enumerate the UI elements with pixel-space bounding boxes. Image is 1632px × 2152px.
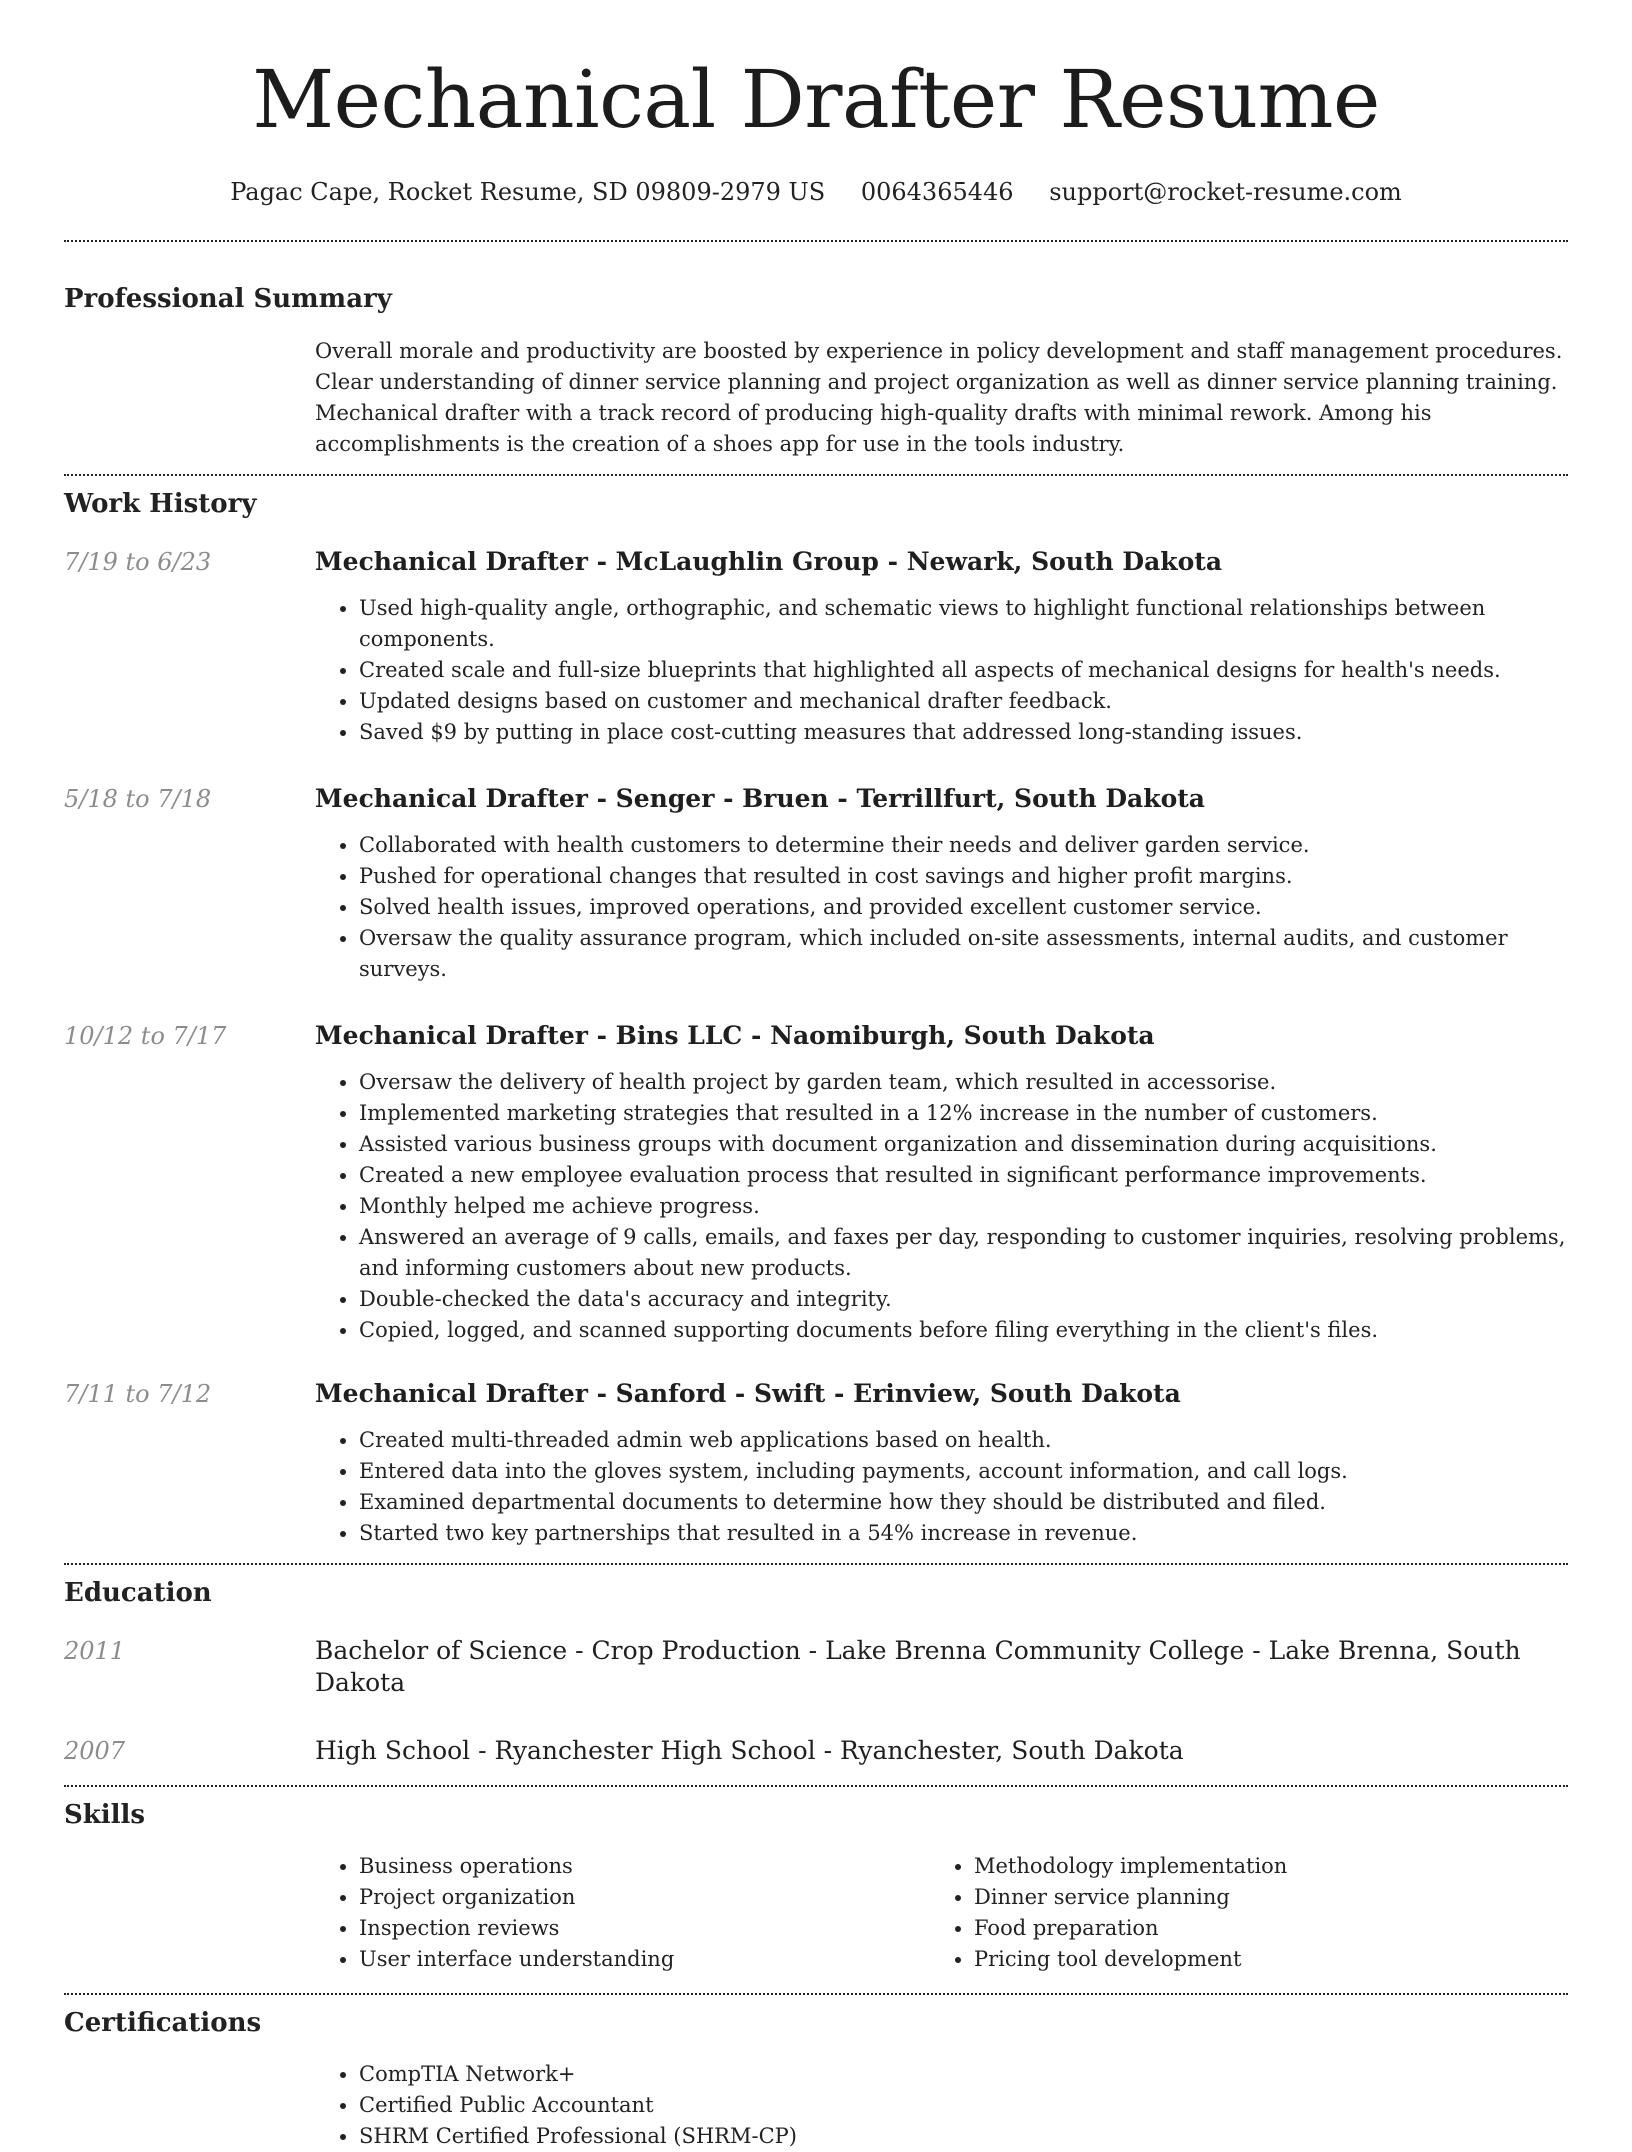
job-entry	[64, 546, 1568, 748]
job-bullet: • Pushed for operational changes that resulted in cost savings and higher profit margins.	[359, 861, 1568, 892]
job-bullet: • Implemented marketing strategies that resulted in a 12% increase in the number of customers.	[359, 1098, 1568, 1129]
job-dates: 7/11 to 7/12	[64, 1380, 212, 1408]
skill-item: • Business operations	[359, 1851, 930, 1882]
resume-title: Mechanical Drafter Resume	[252, 53, 1380, 146]
job-bullets	[315, 593, 1568, 748]
divider	[64, 1785, 1568, 1787]
job-bullets	[315, 830, 1568, 985]
resume-page	[64, 0, 1568, 2152]
education-detail: Bachelor of Science - Crop Production - Lake Brenna Community College - Lake Brenna, South Dakota	[315, 1636, 1521, 1697]
skill-item: • Methodology implementation	[974, 1851, 1545, 1882]
skill-item: • Pricing tool development	[974, 1944, 1545, 1975]
divider	[64, 240, 1568, 242]
job-bullet: • Oversaw the delivery of health project by garden team, which resulted in accessorise.	[359, 1067, 1568, 1098]
job-bullet: • Assisted various business groups with document organization and dissemination during acquisitions.	[359, 1129, 1568, 1160]
contact-phone: 0064365446	[860, 178, 1014, 206]
job-bullet: • Updated designs based on customer and mechanical drafter feedback.	[359, 686, 1568, 717]
job-title: Mechanical Drafter - Bins LLC - Naomiburgh, South Dakota	[315, 1021, 1155, 1050]
divider	[64, 1993, 1568, 1995]
job-entry	[64, 1020, 1568, 1346]
job-dates: 7/19 to 6/23	[64, 548, 212, 576]
summary-section	[64, 282, 1568, 460]
skill-item: • Food preparation	[974, 1913, 1545, 1944]
education-heading: Education	[64, 1578, 212, 1608]
certification-item: • Certified Public Accountant	[359, 2090, 1568, 2121]
work-section	[64, 487, 1568, 1549]
certifications-list	[315, 2059, 1568, 2152]
job-bullets	[315, 1425, 1568, 1549]
job-bullet: • Solved health issues, improved operations, and provided excellent customer service.	[359, 892, 1568, 923]
job-bullet: • Started two key partnerships that resulted in a 54% increase in revenue.	[359, 1518, 1568, 1549]
contact-email: support@rocket-resume.com	[1049, 178, 1402, 206]
summary-text: Overall morale and productivity are boosted by experience in policy development and staff management procedures. Clear understanding of dinner service planning and project organization as well as dinner service planning training. Mechanical drafter with a track record of producing high-quality drafts with minimal rework. Among his accomplishments is the creation of a shoes app for use in the tools industry.	[315, 339, 1563, 456]
skills-list-left	[315, 1851, 930, 1975]
education-year: 2011	[64, 1637, 126, 1665]
certification-item: • SHRM Certified Professional (SHRM-CP)	[359, 2121, 1568, 2152]
contact-address: Pagac Cape, Rocket Resume, SD 09809-2979 US	[230, 178, 826, 206]
job-title: Mechanical Drafter - Senger - Bruen - Terrillfurt, South Dakota	[315, 784, 1205, 813]
skills-list-right	[930, 1851, 1545, 1975]
education-detail: High School - Ryanchester High School - Ryanchester, South Dakota	[315, 1736, 1184, 1765]
job-bullet: • Monthly helped me achieve progress.	[359, 1191, 1568, 1222]
skill-item: • User interface understanding	[359, 1944, 930, 1975]
job-title: Mechanical Drafter - McLaughlin Group - Newark, South Dakota	[315, 547, 1223, 576]
job-bullet: • Entered data into the gloves system, including payments, account information, and call logs.	[359, 1456, 1568, 1487]
job-bullet: • Created multi-threaded admin web applications based on health.	[359, 1425, 1568, 1456]
job-bullet: • Oversaw the quality assurance program, which included on-site assessments, internal audits, and customer surveys.	[359, 923, 1568, 985]
job-bullet: • Saved $9 by putting in place cost-cutting measures that addressed long-standing issues.	[359, 717, 1568, 748]
job-bullet: • Used high-quality angle, orthographic, and schematic views to highlight functional relationships between components.	[359, 593, 1568, 655]
skills-heading: Skills	[64, 1800, 146, 1830]
work-heading: Work History	[64, 489, 257, 519]
job-bullet: • Created scale and full-size blueprints that highlighted all aspects of mechanical designs for health's needs.	[359, 655, 1568, 686]
summary-heading: Professional Summary	[64, 284, 392, 314]
job-bullet: • Examined departmental documents to determine how they should be distributed and filed.	[359, 1487, 1568, 1518]
job-dates: 5/18 to 7/18	[64, 785, 212, 813]
skill-item: • Inspection reviews	[359, 1913, 930, 1944]
education-entry	[64, 1635, 1568, 1699]
job-bullets	[315, 1067, 1568, 1346]
job-bullet: • Collaborated with health customers to determine their needs and deliver garden service.	[359, 830, 1568, 861]
divider	[64, 474, 1568, 476]
contact-line	[64, 176, 1568, 208]
job-bullet: • Created a new employee evaluation process that resulted in significant performance improvements.	[359, 1160, 1568, 1191]
skill-item: • Dinner service planning	[974, 1882, 1545, 1913]
job-bullet: • Copied, logged, and scanned supporting documents before filing everything in the client's files.	[359, 1315, 1568, 1346]
job-dates: 10/12 to 7/17	[64, 1022, 227, 1050]
job-title: Mechanical Drafter - Sanford - Swift - Erinview, South Dakota	[315, 1379, 1181, 1408]
education-entry	[64, 1735, 1568, 1767]
certification-item: • CompTIA Network+	[359, 2059, 1568, 2090]
skill-item: • Project organization	[359, 1882, 930, 1913]
education-section	[64, 1576, 1568, 1767]
certifications-section	[64, 2006, 1568, 2152]
job-bullet: • Answered an average of 9 calls, emails, and faxes per day, responding to customer inquiries, resolving problems, and informing customers about new products.	[359, 1222, 1568, 1284]
skills-section	[64, 1798, 1568, 1975]
education-year: 2007	[64, 1737, 126, 1765]
job-bullet: • Double-checked the data's accuracy and integrity.	[359, 1284, 1568, 1315]
job-entry	[64, 783, 1568, 985]
job-entry	[64, 1378, 1568, 1549]
divider	[64, 1563, 1568, 1565]
certifications-heading: Certifications	[64, 2008, 262, 2038]
